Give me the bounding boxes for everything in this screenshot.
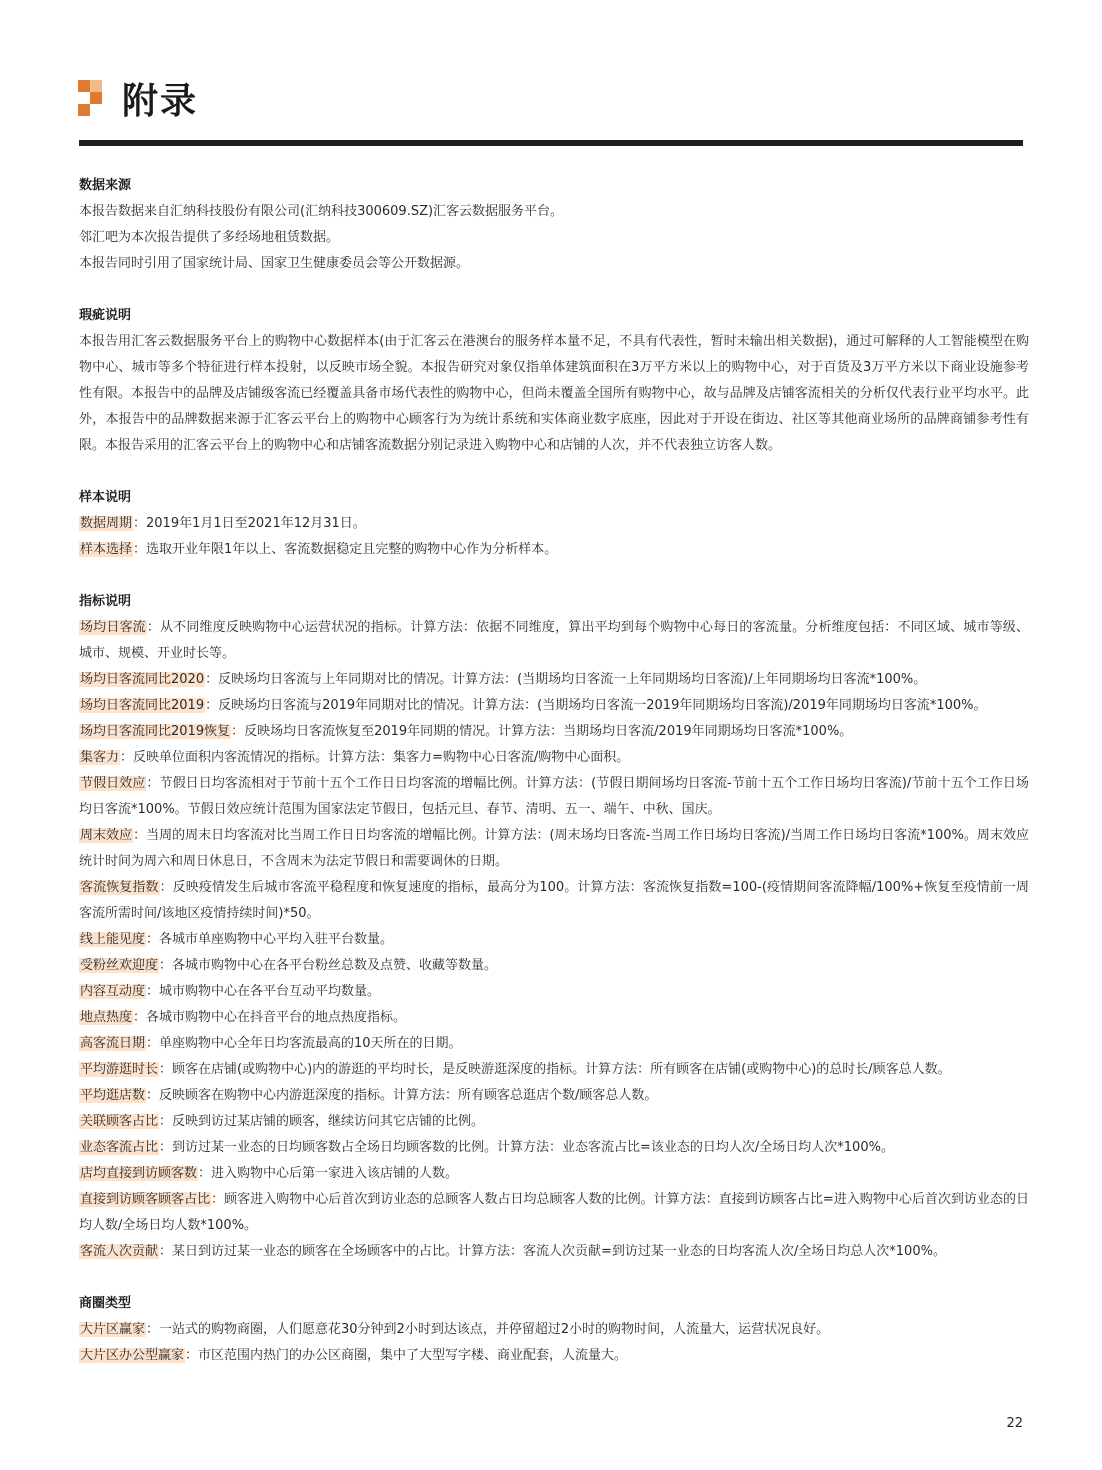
definition-term: 周末效应 <box>80 828 133 843</box>
paragraph: 邻汇吧为本次报告提供了多经场地租赁数据。 <box>79 230 340 245</box>
definition-text: ：顾客在店铺(或购物中心)内的游逛的平均时长，是反映游逛深度的指标。计算方法：所有顾客在店铺(或购物中心)的总时长/顾客总人数。 <box>159 1062 951 1077</box>
definition-item <box>79 1317 1029 1343</box>
definition-item <box>79 693 1029 719</box>
definition-text: ：顾客进入购物中心后首次到访业态的总顾客人数占日均总顾客人数的比例。计算方法：直接到访顾客占比=进入购物中心后首次到访业态的日均人数/全场日均人数*100%。 <box>79 1192 1029 1233</box>
section-title: 样本说明 <box>79 490 132 505</box>
definition-term: 节假日效应 <box>80 776 146 791</box>
definition-text: ：一站式的购物商圈，人们愿意花30分钟到2小时到达该点，并停留超过2小时的购物时间，人流量大，运营状况良好。 <box>146 1322 830 1337</box>
definition-term: 场均日客流 <box>80 620 146 635</box>
definition-item <box>79 875 1029 927</box>
definition-text: ：反映场均日客流恢复至2019年同期的情况。计算方法：当期场均日客流/2019年同期场均日客流*100%。 <box>231 724 853 739</box>
definition-text: ：城市购物中心在各平台互动平均数量。 <box>146 984 381 999</box>
definition-text: ：反映到访过某店铺的顾客，继续访问其它店铺的比例。 <box>159 1114 485 1129</box>
section-trade-area <box>79 1291 1029 1369</box>
definition-item <box>79 771 1029 823</box>
section-data-source <box>79 173 1029 277</box>
definition-item <box>79 537 1029 563</box>
definition-text: ：反映顾客在购物中心内游逛深度的指标。计算方法：所有顾客总逛店个数/顾客总人数。 <box>146 1088 658 1103</box>
definition-term: 集客力 <box>80 750 120 765</box>
definition-term: 场均日客流同比2019 <box>80 698 205 713</box>
definition-text: ：选取开业年限1年以上、客流数据稳定且完整的购物中心作为分析样本。 <box>133 542 558 557</box>
definition-term: 场均日客流同比2019恢复 <box>80 724 231 739</box>
logo-icon <box>78 78 104 118</box>
definition-text: ：单座购物中心全年日均客流最高的10天所在的日期。 <box>146 1036 462 1051</box>
definition-text: ：各城市单座购物中心平均入驻平台数量。 <box>146 932 394 947</box>
definition-text: ：反映场均日客流与2019年同期对比的情况。计算方法：(当期场均日客流一2019年同期场均日客流)/2019年同期场均日客流*100%。 <box>205 698 987 713</box>
definition-item <box>79 1057 1029 1083</box>
definition-item <box>79 1187 1029 1239</box>
definition-text: ：市区范围内热门的办公区商圈，集中了大型写字楼、商业配套，人流量大。 <box>185 1348 628 1363</box>
definition-item <box>79 1161 1029 1187</box>
definition-term: 受粉丝欢迎度 <box>80 958 159 973</box>
section-limitations <box>79 303 1029 459</box>
definition-item <box>79 719 1029 745</box>
definition-item <box>79 667 1029 693</box>
definition-text: ：当周的周末日均客流对比当周工作日日均客流的增幅比例。计算方法：(周末场均日客流-当周工作日场均日客流)/当周工作日场均日客流*100%。周末效应统计时间为周六和周日休息日，不含周末为法定节假日和需要调休的日期。 <box>79 828 1029 869</box>
definition-term: 大片区赢家 <box>80 1322 146 1337</box>
paragraph: 本报告数据来自汇纳科技股份有限公司(汇纳科技300609.SZ)汇客云数据服务平台。 <box>79 204 564 219</box>
definition-term: 直接到访顾客顾客占比 <box>80 1192 211 1207</box>
definition-term: 地点热度 <box>80 1010 133 1025</box>
definition-term: 关联顾客占比 <box>80 1114 159 1129</box>
definition-item <box>79 745 1029 771</box>
definition-text: ：各城市购物中心在抖音平台的地点热度指标。 <box>133 1010 407 1025</box>
section-title: 数据来源 <box>79 178 132 193</box>
section-title: 指标说明 <box>79 594 132 609</box>
page-title: 附录 <box>122 80 199 122</box>
definition-text: ：某日到访过某一业态的顾客在全场顾客中的占比。计算方法：客流人次贡献=到访过某一业态的日均客流人次/全场日均总人次*100%。 <box>159 1244 946 1259</box>
definition-item <box>79 511 1029 537</box>
section-metrics <box>79 589 1029 1265</box>
page-header <box>78 74 198 122</box>
paragraph: 本报告用汇客云数据服务平台上的购物中心数据样本(由于汇客云在港澳台的服务样本量不足，不具有代表性，暂时未输出相关数据)，通过可解释的人工智能模型在购物中心、城市等多个特征进行样本投射，以反映市场全貌。本报告研究对象仅指单体建筑面积在3万平方米以上的购物中心，对于百货及3万平方米以下商业设施参考性有限。本报告中的品牌及店铺级客流已经覆盖具备市场代表性的购物中心，但尚未覆盖全国所有购物中心，故与品牌及店铺客流相关的分析仅代表行业平均水平。此外，本报告中的品牌数据来源于汇客云平台上的购物中心顾客行为为统计系统和实体商业数字底座，因此对于开设在街边、社区等其他商业场所的品牌商铺参考性有限。本报告采用的汇客云平台上的购物中心和店铺客流数据分别记录进入购物中心和店铺的人次，并不代表独立访客人数。 <box>79 334 1029 453</box>
page-number: 22 <box>1006 1416 1023 1431</box>
definition-text: ：到访过某一业态的日均顾客数占全场日均顾客数的比例。计算方法：业态客流占比=该业态的日均人次/全场日均人次*100%。 <box>159 1140 894 1155</box>
definition-text: ：反映单位面积内客流情况的指标。计算方法：集客力=购物中心日客流/购物中心面积。 <box>120 750 630 765</box>
section-title: 商圈类型 <box>79 1296 132 1311</box>
definition-text: ：反映场均日客流与上年同期对比的情况。计算方法：(当期场均日客流一上年同期场均日客流)/上年同期场均日客流*100%。 <box>205 672 927 687</box>
definition-item <box>79 927 1029 953</box>
definition-term: 平均逛店数 <box>80 1088 146 1103</box>
definition-item <box>79 1239 1029 1265</box>
appendix-content <box>79 173 1029 1395</box>
definition-term: 业态客流占比 <box>80 1140 159 1155</box>
definition-item <box>79 1005 1029 1031</box>
definition-term: 大片区办公型赢家 <box>80 1348 185 1363</box>
definition-item <box>79 1031 1029 1057</box>
definition-term: 平均游逛时长 <box>80 1062 159 1077</box>
definition-item <box>79 1109 1029 1135</box>
definition-item <box>79 1083 1029 1109</box>
definition-text: ：节假日日均客流相对于节前十五个工作日日均客流的增幅比例。计算方法：(节假日期间场均日客流-节前十五个工作日场均日客流)/节前十五个工作日场均日客流*100%。节假日效应统计范围为国家法定节假日，包括元旦、春节、清明、五一、端午、中秋、国庆。 <box>79 776 1029 817</box>
definition-item <box>79 953 1029 979</box>
definition-term: 场均日客流同比2020 <box>80 672 205 687</box>
definition-item <box>79 1135 1029 1161</box>
definition-text: ：2019年1月1日至2021年12月31日。 <box>133 516 366 531</box>
section-sample <box>79 485 1029 563</box>
definition-text: ：从不同维度反映购物中心运营状况的指标。计算方法：依据不同维度，算出平均到每个购物中心每日的客流量。分析维度包括：不同区域、城市等级、城市、规模、开业时长等。 <box>79 620 1029 661</box>
definition-term: 高客流日期 <box>80 1036 146 1051</box>
definition-item <box>79 1343 1029 1369</box>
section-title: 瑕疵说明 <box>79 308 132 323</box>
definition-term: 客流人次贡献 <box>80 1244 159 1259</box>
definition-text: ：各城市购物中心在各平台粉丝总数及点赞、收藏等数量。 <box>159 958 498 973</box>
definition-term: 内容互动度 <box>80 984 146 999</box>
definition-term: 样本选择 <box>80 542 133 557</box>
paragraph: 本报告同时引用了国家统计局、国家卫生健康委员会等公开数据源。 <box>79 256 470 271</box>
header-divider <box>79 140 1023 146</box>
definition-item <box>79 823 1029 875</box>
definition-term: 客流恢复指数 <box>80 880 159 895</box>
definition-text: ：进入购物中心后第一家进入该店铺的人数。 <box>198 1166 459 1181</box>
definition-item <box>79 615 1029 667</box>
definition-text: ：反映疫情发生后城市客流平稳程度和恢复速度的指标，最高分为100。计算方法：客流恢复指数=100-(疫情期间客流降幅/100%+恢复至疫情前一周客流所需时间/该地区疫情持续时间)*50。 <box>79 880 1029 921</box>
definition-item <box>79 979 1029 1005</box>
definition-term: 店均直接到访顾客数 <box>80 1166 198 1181</box>
definition-term: 数据周期 <box>80 516 133 531</box>
definition-term: 线上能见度 <box>80 932 146 947</box>
